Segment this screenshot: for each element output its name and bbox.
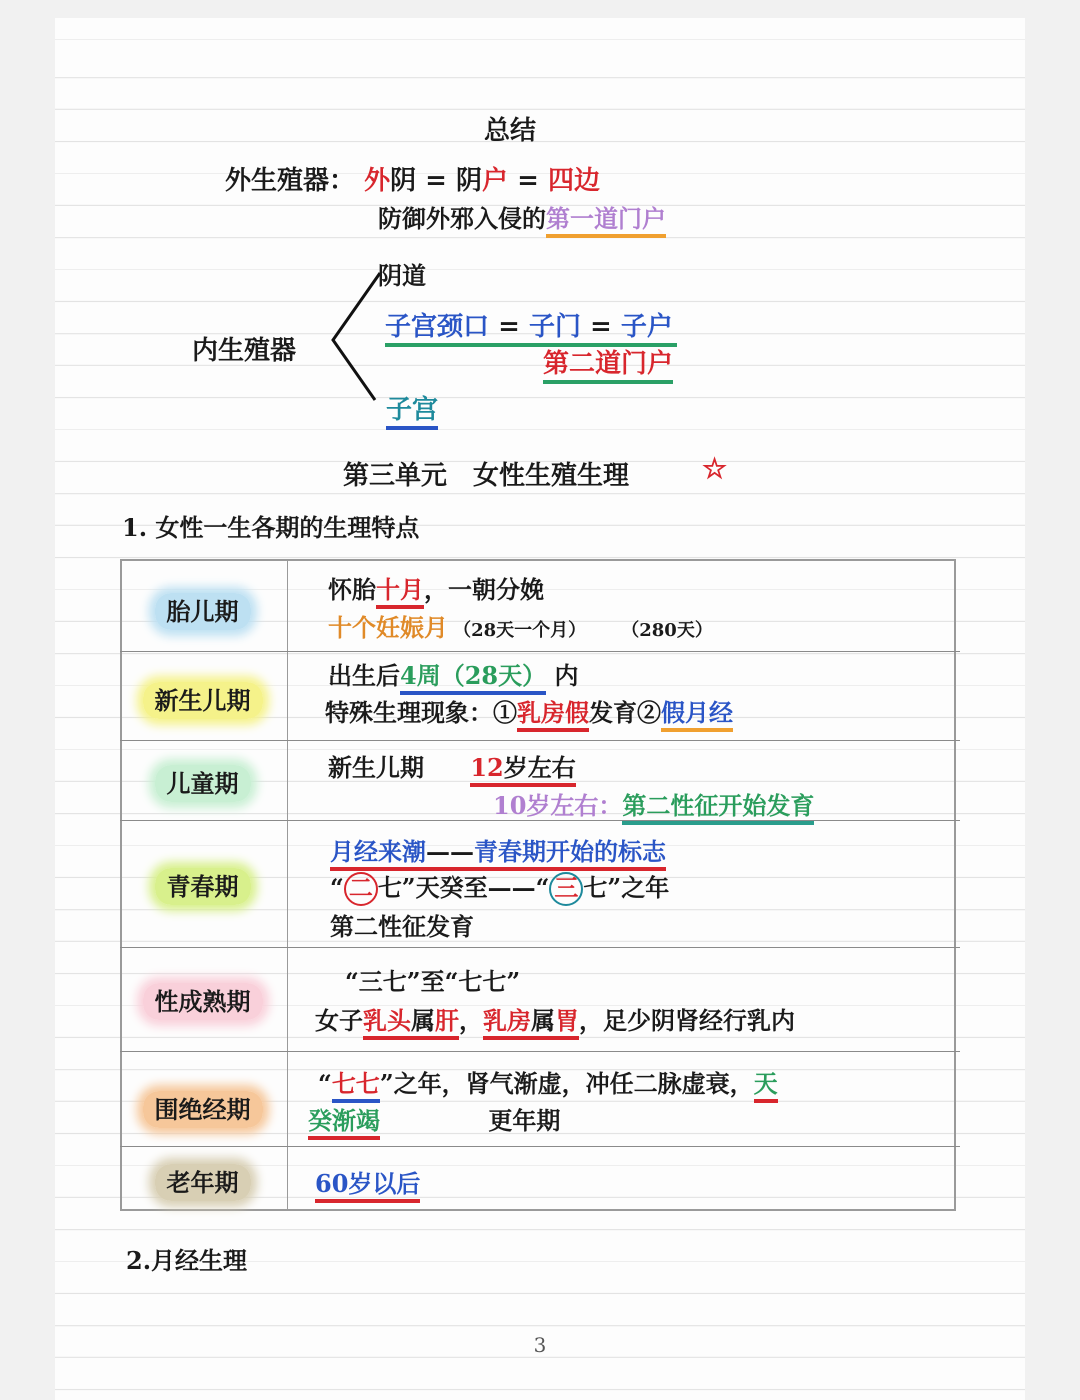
table-row-line	[315, 1164, 420, 1199]
table-row-label: 围绝经期	[125, 1090, 280, 1125]
table-row-divider	[120, 651, 960, 652]
table-row-line	[330, 832, 666, 867]
table-row-line	[493, 786, 814, 821]
twelve-years: 12岁左右	[470, 753, 575, 787]
branch-cervix-line	[385, 306, 677, 343]
table-row-divider	[120, 1146, 960, 1147]
star-icon: ☆	[702, 452, 728, 485]
external-desc-text: 防御外邪入侵的	[378, 204, 546, 233]
ten-months-text: 十月	[376, 575, 424, 609]
page-title: 总结	[484, 116, 537, 146]
table-row-line: “七七”之年，肾气渐虚，冲任二脉虚衰，天	[318, 1064, 778, 1099]
after-sixty: 60岁以后	[315, 1169, 420, 1203]
external-item-hu: 户	[482, 166, 509, 196]
page-number: 3	[533, 1333, 547, 1357]
table-row-line: 女子乳头属肝，乳房属胃，足少阴肾经行乳内	[315, 1001, 795, 1036]
external-item-yin2: 阴	[456, 166, 483, 196]
zimen: 子门	[528, 312, 581, 342]
section-heading-1: 1. 女性一生各期的生理特点	[122, 513, 420, 542]
cervix-opening: 子宫颈口	[385, 312, 490, 342]
cell-text: 发育②	[589, 698, 661, 727]
table-row-line	[328, 656, 578, 691]
uterus-underlined: 子宫	[386, 395, 438, 430]
cell-text: 出生后	[328, 661, 400, 690]
cell-text: 特殊生理现象：①	[325, 698, 517, 727]
table-row-line	[328, 748, 576, 783]
circled-two: 二	[344, 872, 378, 906]
breast-false-dev: 乳房假	[517, 698, 589, 732]
branch-uterus	[386, 389, 438, 426]
menarche-underlined: 月经来潮——青春期开始的标志	[330, 837, 666, 871]
external-item-wai: 外	[364, 166, 391, 196]
external-description	[378, 199, 666, 234]
zihu: 子户	[620, 312, 673, 342]
false-menses: 假月经	[661, 698, 733, 732]
table-row-divider	[120, 740, 960, 741]
table-row-label: 胎儿期	[125, 592, 280, 627]
external-genitalia-line	[225, 160, 600, 197]
unit-title: 第三单元 女性生殖生理	[343, 461, 630, 491]
table-row-line	[308, 1101, 560, 1136]
tian-text: 天	[754, 1069, 778, 1103]
cell-note: （28天一个月）	[453, 620, 587, 641]
cell-text: 怀胎	[328, 575, 376, 604]
table-row-label: 儿童期	[125, 764, 280, 799]
seven-seven: 七七	[332, 1069, 380, 1103]
branch-vagina: 阴道	[378, 261, 426, 290]
equals-sign: =	[517, 166, 539, 196]
menopause-text: 更年期	[488, 1106, 561, 1135]
table-row-label: 老年期	[125, 1163, 280, 1198]
table-row-line: 第二性征发育	[330, 912, 474, 941]
external-label: 外生殖器：	[225, 166, 356, 196]
table-row-line	[328, 570, 544, 605]
equals-sign: =	[590, 312, 612, 342]
breast-liver-underlined: 乳头属肝	[363, 1006, 459, 1040]
secondary-sex-start: 第二性征开始发育	[622, 791, 814, 825]
cell-text: 新生儿期	[328, 753, 424, 782]
section-heading-2: 2.月经生理	[126, 1246, 248, 1275]
first-gate-text: 第一道门户	[546, 204, 666, 238]
table-row-line: “ 二 七”天癸至——“ 三 七”之年	[330, 868, 669, 906]
four-weeks-text: 4周（28天）	[400, 661, 546, 695]
table-row-line	[325, 693, 733, 728]
table-row-label: 青春期	[125, 867, 280, 902]
branch-cervix-underlined	[385, 312, 677, 347]
gui-exhaust: 癸渐竭	[308, 1106, 380, 1140]
cell-note: （280天）	[621, 620, 713, 641]
second-gate-text	[543, 343, 673, 380]
cell-text: 内	[554, 661, 579, 690]
external-item-yin: 阴	[390, 166, 417, 196]
circled-three: 三	[549, 872, 583, 906]
table-column-divider	[287, 559, 288, 1211]
external-item-sibian: 四边	[547, 166, 600, 196]
cell-text: ，一朝分娩	[424, 575, 544, 604]
table-row-label: 新生儿期	[125, 681, 280, 716]
equals-sign: =	[425, 166, 447, 196]
ten-pregnancy-months: 十个妊娠月	[328, 613, 448, 642]
table-row-label: 性成熟期	[125, 982, 280, 1017]
second-gate-underlined: 第二道门户	[543, 349, 673, 384]
bracket-icon	[325, 265, 385, 405]
table-row-line: “三七”至“七七”	[345, 967, 521, 996]
ten-years: 10岁左右：	[493, 791, 623, 820]
equals-sign: =	[498, 312, 520, 342]
internal-label: 内生殖器	[192, 336, 297, 366]
breast-stomach-underlined: 乳房属胃	[483, 1006, 579, 1040]
table-row-line	[328, 608, 713, 643]
table-row-divider	[120, 1051, 960, 1052]
table-row-divider	[120, 947, 960, 948]
